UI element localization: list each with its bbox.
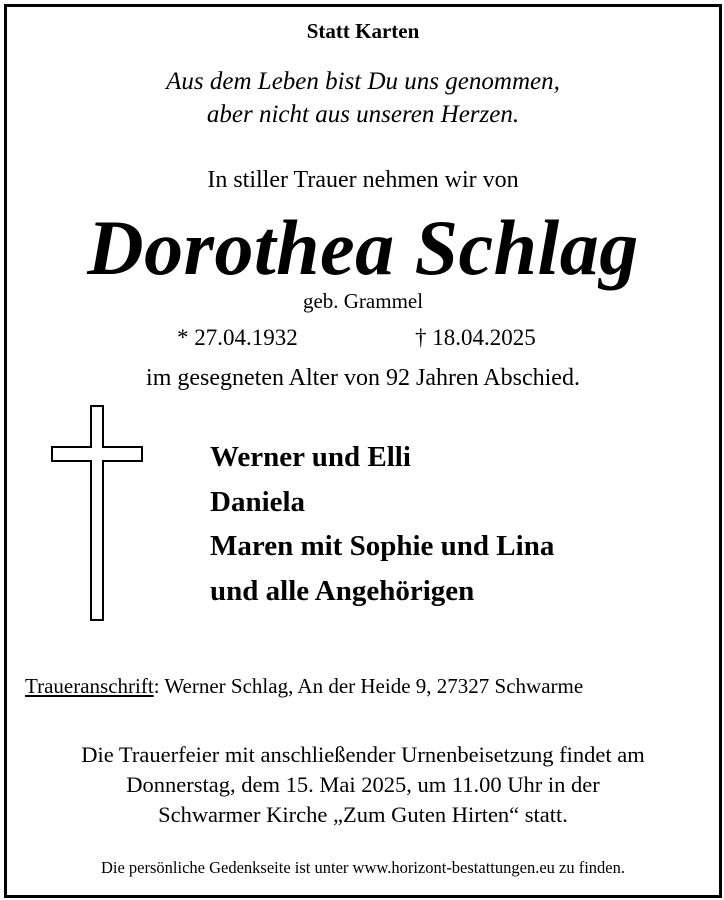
quote-line: aber nicht aus unseren Herzen.: [206, 101, 520, 128]
death-date: † 18.04.2025: [415, 325, 536, 350]
mourners-list: [210, 435, 554, 613]
mourner-line: Daniela: [210, 485, 306, 518]
quote-line: Aus dem Leben bist Du uns genommen,: [166, 68, 560, 95]
mourner-line: Maren mit Sophie und Lina: [210, 530, 555, 562]
mourning-address: [25, 674, 583, 699]
header-statt-karten: Statt Karten: [306, 19, 420, 43]
mourner-line: Werner und Elli: [210, 441, 411, 473]
memorial-quote: [7, 65, 719, 131]
maiden-name: geb. Grammel: [302, 289, 424, 313]
latin-cross-icon: [51, 405, 143, 621]
intro-text: In stiller Trauer nehmen wir von: [207, 167, 519, 193]
ceremony-info: [7, 740, 719, 830]
birth-date: * 27.04.1932: [177, 325, 298, 350]
address-text: : Werner Schlag, An der Heide 9, 27327 Schwarme: [153, 674, 584, 698]
mourner-line: und alle Angehörigen: [210, 574, 475, 607]
obituary-card: [4, 4, 722, 898]
ceremony-line: Donnerstag, dem 15. Mai 2025, um 11.00 Uhr in der: [126, 772, 600, 797]
ceremony-line: Schwarmer Kirche „Zum Guten Hirten“ statt.: [158, 802, 568, 827]
age-line: im gesegneten Alter von 92 Jahren Abschied.: [146, 365, 580, 391]
memorial-page-note: Die persönliche Gedenkseite ist unter www.horizont-bestattungen.eu zu finden.: [100, 858, 626, 877]
deceased-name: Dorothea Schlag: [87, 204, 639, 291]
address-label: Traueranschrift: [25, 674, 154, 698]
ceremony-line: Die Trauerfeier mit anschließender Urnenbeisetzung findet am: [81, 742, 645, 767]
